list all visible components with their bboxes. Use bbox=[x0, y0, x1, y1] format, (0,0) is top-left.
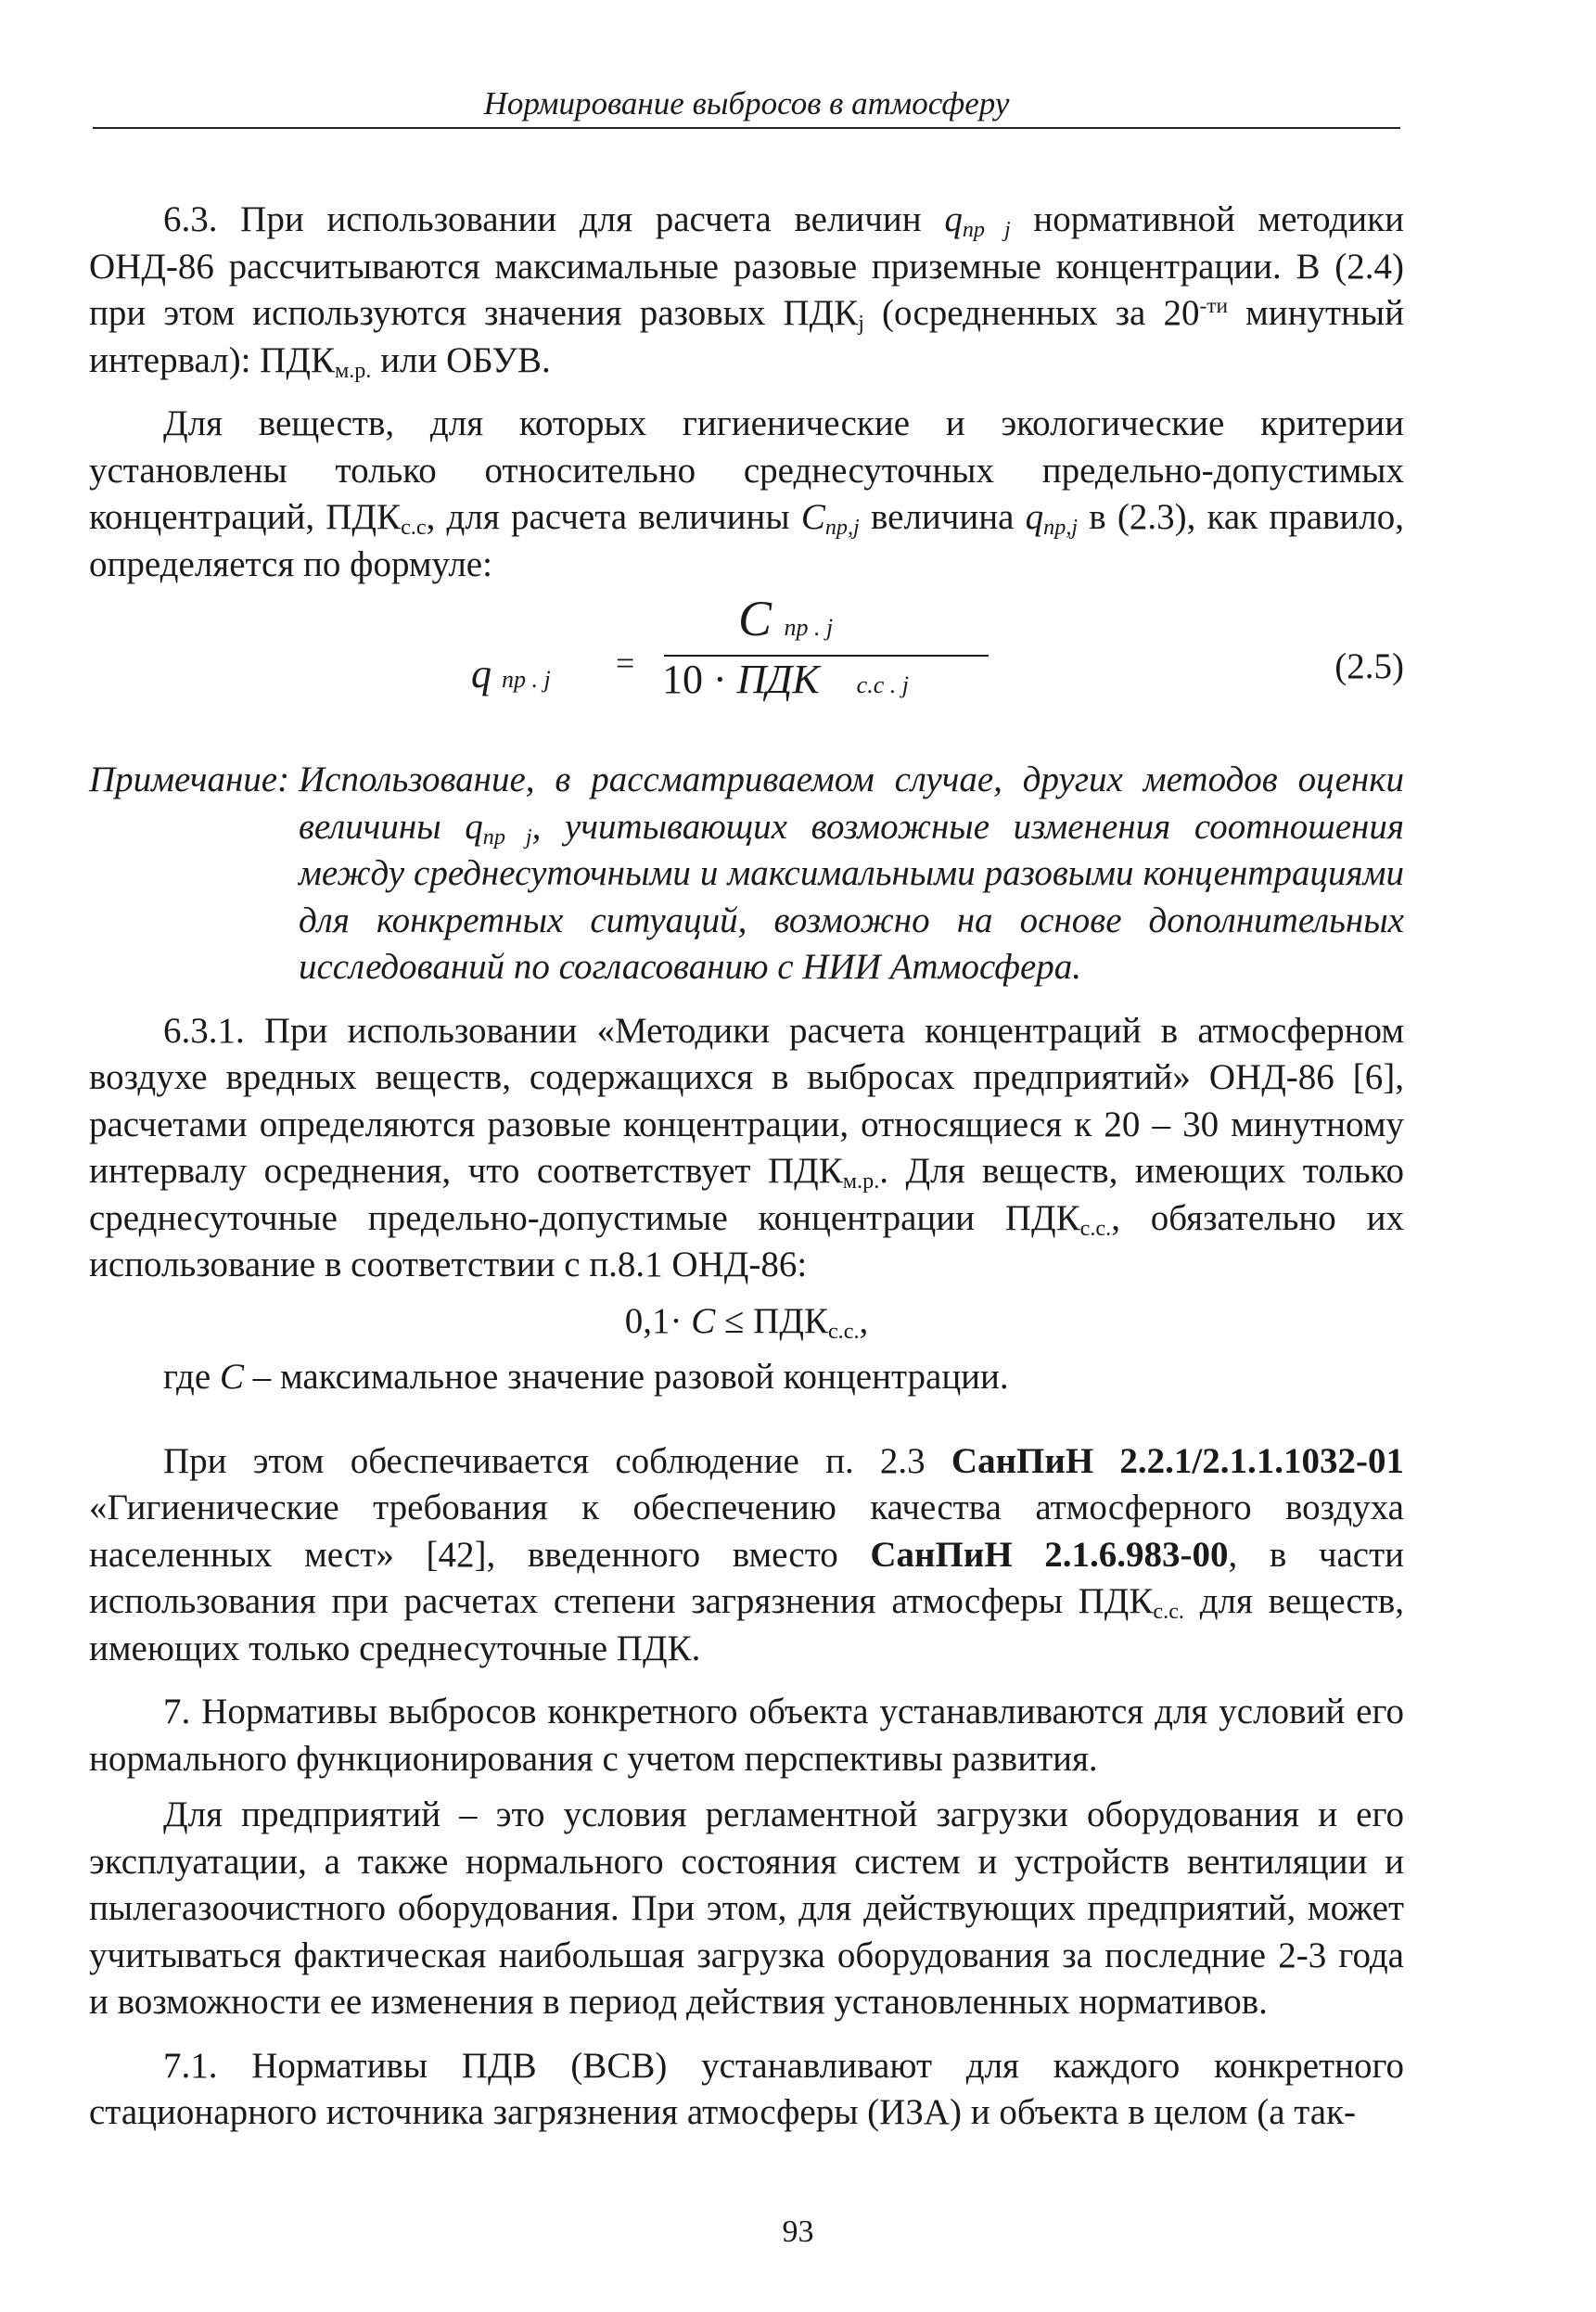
paragraph-6-3: 6.3. При использовании для расчета величин $q_{пр j}$ нормативной методики ОНД-86 рассчитываются максимальные разовые приземные концентрации. В (2.4) при этом используются значения разовых $ПДК_j$ (осредненных за $20^{-ти}$ минутный интервал): $ПДК_{м.р.}$ или ОБУВ. bbox=[89, 199, 1404, 383]
formula-denominator: 10 · ПДК с.с . j bbox=[662, 657, 909, 702]
note-text: Использование, в рассматриваемом случае, других методов оценки величины $q_{пр j}$, учитывающих возможные изменения соотношения между среднесуточными и максимальными разовыми концентрациями для конкретных ситуаций, возможно на основе дополнительных исследований по согласованию с НИИ Атмосфера. bbox=[299, 760, 1404, 987]
page-number: 93 bbox=[782, 2215, 814, 2249]
note-label: Примечание: bbox=[89, 760, 290, 799]
formula-equals: = bbox=[616, 645, 635, 682]
paragraph-6-3-1: 6.3.1. При использовании «Методики расчета концентраций в атмосферном воздухе вредных веществ, содержащихся в выбросах предприятий» ОНД-86 [6], расчетами определяются разовые концентрации, относящиеся к 20 – 30 минутному интервалу осреднения, что соответствует $ПДК_{м.р.}$. Для веществ, имеющих только среднесуточные предельно-допустимые концентрации $ПДК_{с.с.}$, обязательно их использование в соответствии с п.8.1 ОНД-86: bbox=[89, 1010, 1404, 1284]
inequality-formula: $0,1\cdot C \le ПДК_{с.с.}$, bbox=[624, 1300, 869, 1344]
paragraph-7: 7. Нормативы выбросов конкретного объекта устанавливаются для условий его нормального функционирования с учетом перспективы развития. bbox=[89, 1692, 1404, 1779]
note-block bbox=[89, 757, 1404, 991]
running-header: Нормирование выбросов в атмосферу bbox=[483, 85, 1010, 121]
paragraph-7-1: 7.1. Нормативы ПДВ (ВСВ) устанавливают для каждого конкретного стационарного источника загрязнения атмосферы (ИЗА) и объекта в целом (а так- bbox=[89, 2045, 1404, 2132]
where-clause: где C – максимальное значение разовой концентрации. bbox=[163, 1357, 1009, 1397]
equation-number: (2.5) bbox=[1334, 646, 1404, 686]
paragraph-enterprises: Для предприятий – это условия регламентной загрузки оборудования и его эксплуатации, а также нормального состояния систем и устройств вентиляции и пылегазоочистного оборудования. При этом, для действующих предприятий, может учитываться фактическая наибольшая загрузка оборудования за последние 2-3 года и возможности ее изменения в период действия установленных нормативов. bbox=[89, 1795, 1404, 2022]
header-rule bbox=[93, 127, 1400, 129]
paragraph-sanpin: При этом обеспечивается соблюдение п. 2.3 СанПиН 2.2.1/2.1.1.1032-01 «Гигиенические требования к обеспечению качества атмосферного воздуха населенных мест» [42], введенного вместо СанПиН 2.1.6.983-00, в части использования при расчетах степени загрязнения атмосферы $ПДК_{с.с.}$ для веществ, имеющих только среднесуточные ПДК. bbox=[89, 1440, 1404, 1668]
formula-2-5 bbox=[89, 591, 1404, 734]
paragraph-substances: Для веществ, для которых гигиенические и экологические критерии установлены только относительно среднесуточных предельно-допустимых концентраций, $ПДК_{с.с}$, для расчета величины $C_{пр,j}$ величина $q_{пр,j}$ в (2.3), как правило, определяется по формуле: bbox=[89, 403, 1405, 584]
document-body bbox=[89, 197, 1404, 2137]
formula-lhs: q пр . j bbox=[471, 651, 551, 696]
formula-numerator: C пр . j bbox=[738, 591, 834, 646]
